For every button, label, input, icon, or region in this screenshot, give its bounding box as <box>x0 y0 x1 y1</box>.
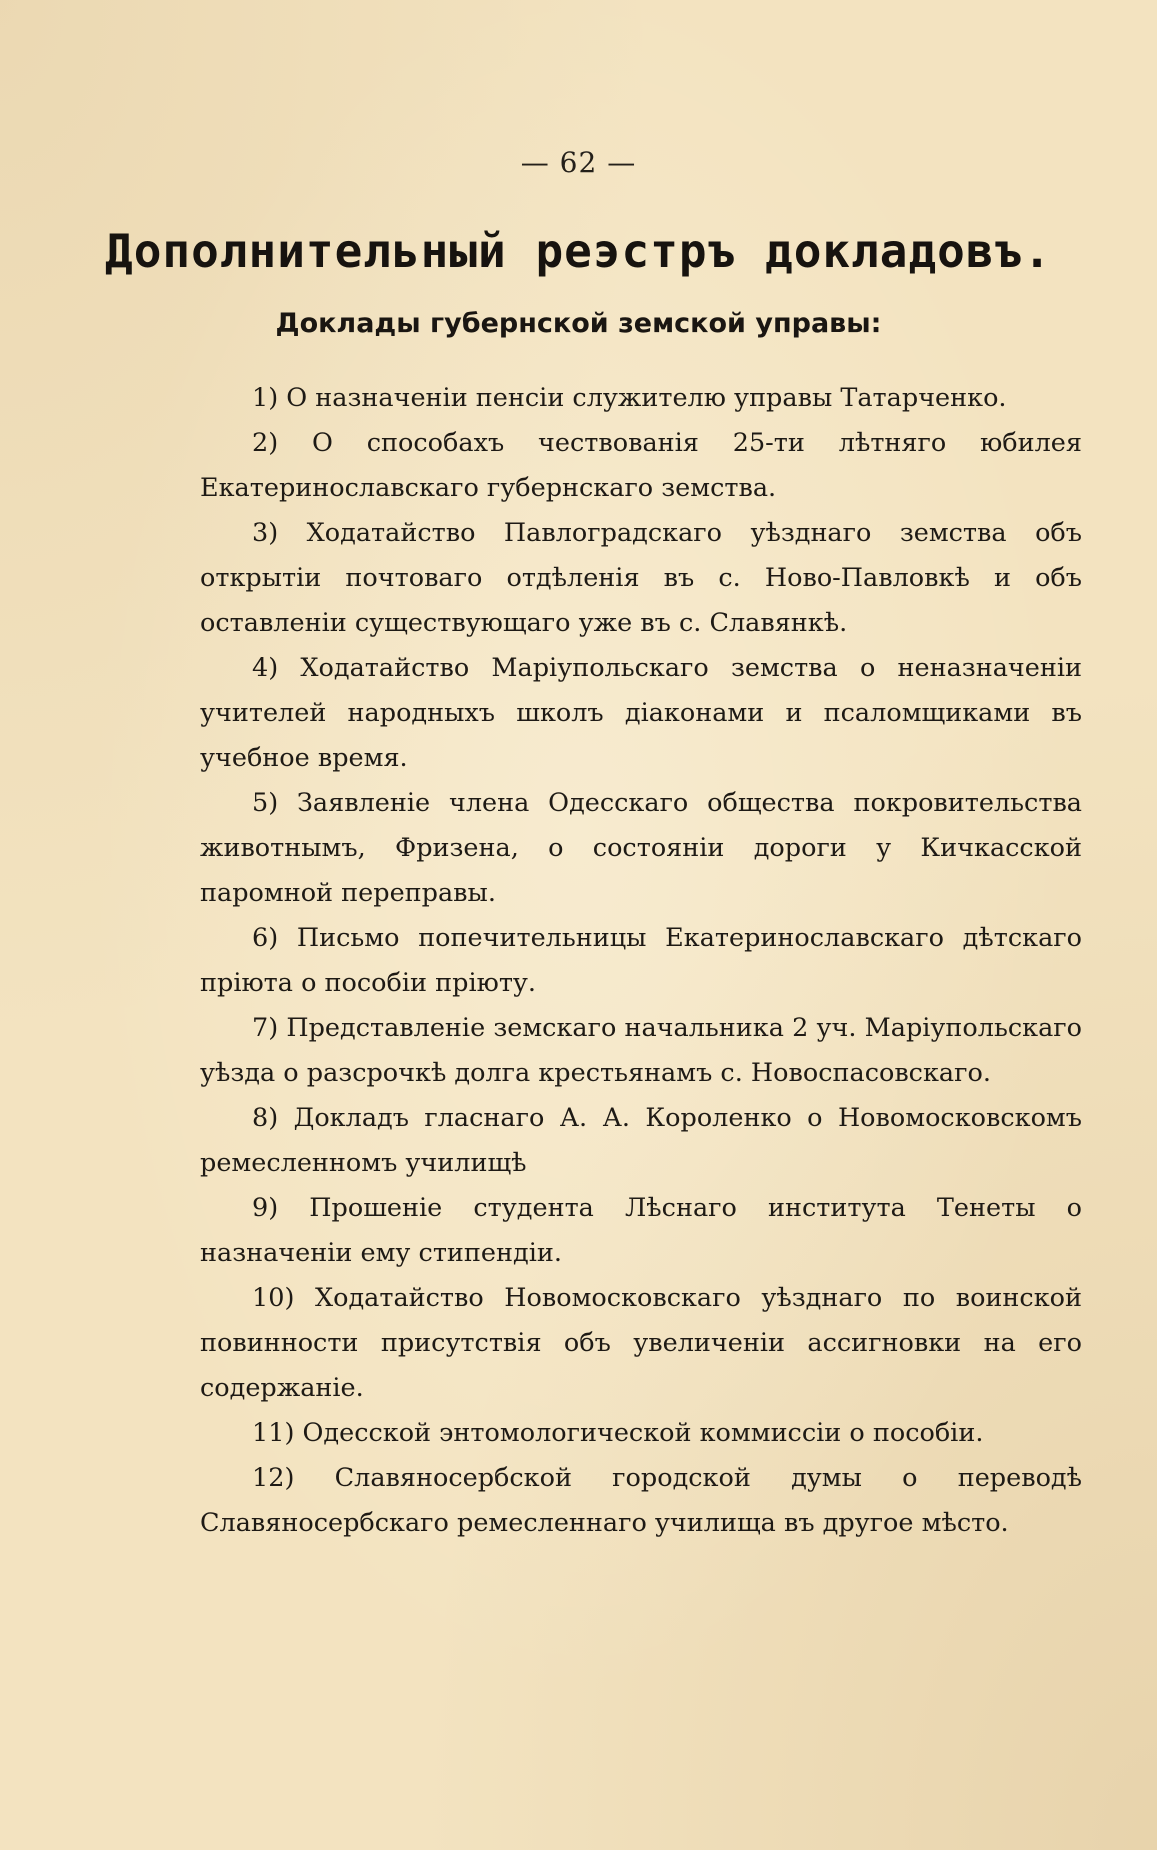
report-list <box>200 376 1082 1546</box>
report-item: 2) О способахъ чествованія 25-ти лѣтняго юбилея Екатеринославскаго губернскаго земства. <box>200 428 1082 503</box>
report-item: 7) Представленіе земскаго начальника 2 уч. Маріупольскаго уѣзда о разсрочкѣ долга крестьянамъ с. Новоспасовскаго. <box>200 1013 1082 1088</box>
report-item: 3) Ходатайство Павлоградскаго уѣзднаго земства объ открытіи почтоваго отдѣленія въ с. Ново-Павловкѣ и объ оставленіи существующаго уже въ с. Славянкѣ. <box>200 518 1082 638</box>
page-number: — 62 — <box>520 146 637 179</box>
report-item: 12) Славяносербской городской думы о переводѣ Славяносербскаго ремесленнаго училища въ другое мѣсто. <box>200 1463 1082 1538</box>
section-heading: Доклады губернской земской управы: <box>275 308 882 339</box>
report-item: 10) Ходатайство Новомосковскаго уѣзднаго по воинской повинности присутствія объ увеличеніи ассигновки на его содержаніе. <box>200 1283 1082 1403</box>
report-item: 4) Ходатайство Маріупольскаго земства о неназначеніи учителей народныхъ школъ діаконами и псаломщиками въ учебное время. <box>200 653 1082 773</box>
report-item: 1) О назначеніи пенсіи служителю управы Татарченко. <box>252 383 1007 413</box>
report-item: 8) Докладъ гласнаго А. А. Короленко о Новомосковскомъ ремесленномъ училищѣ <box>200 1103 1082 1178</box>
report-item: 5) Заявленіе члена Одесскаго общества покровительства животнымъ, Фризена, о состояніи дороги у Кичкасской паромной переправы. <box>200 788 1082 908</box>
report-item: 6) Письмо попечительницы Екатеринославскаго дѣтскаго пріюта о пособіи пріюту. <box>200 923 1082 998</box>
report-item: 11) Одесской энтомологической коммиссіи о пособіи. <box>252 1418 984 1448</box>
report-item: 9) Прошеніе студента Лѣснаго института Тенеты о назначеніи ему стипендіи. <box>200 1193 1082 1268</box>
document-title: Дополнительный реэстръ докладовъ. <box>105 224 1052 278</box>
